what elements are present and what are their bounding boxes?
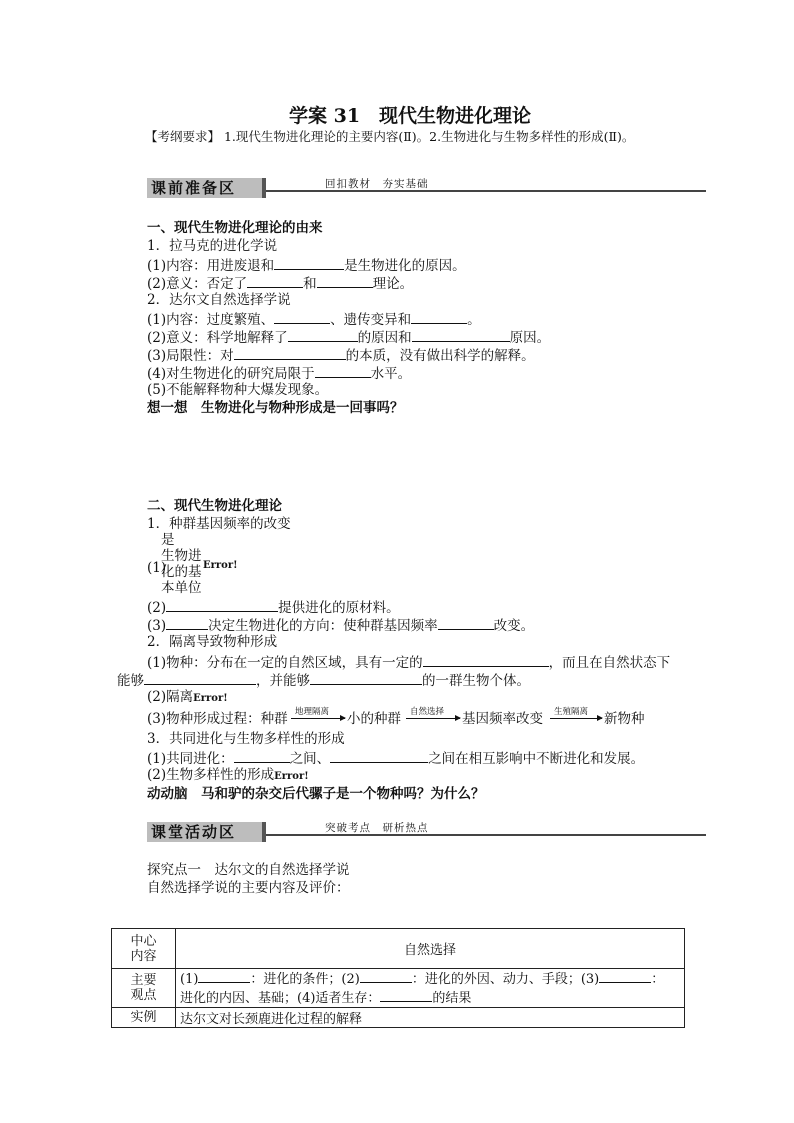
text-line: (1)内容：过度繁殖、 、遗传变异和 。: [147, 312, 481, 328]
brain-prompt: 动动脑 马和驴的杂交后代骡子是一个物种吗？为什么？: [147, 786, 485, 802]
error-marker: Error!: [193, 693, 228, 704]
table-row: [112, 929, 685, 969]
text-line: (2)生物多样性的形成Error!: [147, 767, 309, 783]
fill-blank[interactable]: [166, 598, 278, 612]
row-header: 主要观点: [112, 969, 176, 1008]
section-heading: 一、现代生物进化理论的由来: [147, 220, 323, 236]
page-title: 学案 31 现代生物进化理论: [289, 105, 532, 127]
fill-blank[interactable]: [274, 310, 330, 324]
stack-prefix: (1): [147, 560, 167, 576]
text-line: (4)对生物进化的研究局限于 水平。: [147, 366, 412, 382]
table-cell: (1) ：进化的条件；(2) ：进化的外因、动力、手段；(3) ： 进化的内因、基础；(4)适者生存： 的结果: [176, 969, 685, 1008]
process-arrow: [406, 718, 460, 719]
table-row: [112, 969, 685, 1008]
section-heading: 二、现代生物进化理论: [147, 498, 282, 514]
explore-intro: 自然选择学说的主要内容及评价：: [147, 880, 350, 896]
text-line: (1)共同进化： 之间、 之间在相互影响中不断进化和发展。: [147, 751, 645, 767]
explore-point: 探究点一 达尔文的自然选择学说: [147, 862, 350, 878]
error-marker: Error!: [274, 771, 309, 782]
fill-blank[interactable]: [423, 653, 549, 667]
fill-blank[interactable]: [380, 988, 432, 1002]
text-line: 能够 ，并能够 的一群生物个体。: [117, 673, 530, 689]
stack-line: 本单位: [161, 580, 202, 596]
text-line: (3)局限性：对 的本质，没有做出科学的解释。: [147, 348, 535, 364]
table-cell: 自然选择: [176, 929, 685, 969]
fill-blank[interactable]: [198, 969, 250, 983]
table-row: [112, 1008, 685, 1028]
banner-tag: 课前准备区: [147, 178, 266, 198]
fill-blank[interactable]: [599, 969, 651, 983]
text-line: 1．种群基因频率的改变: [147, 516, 291, 532]
arrow-label: 地理隔离: [295, 707, 330, 717]
fill-blank[interactable]: [438, 616, 494, 630]
think-prompt: 想一想 生物进化与物种形成是一回事吗？: [147, 400, 404, 416]
arrow-label: 自然选择: [410, 707, 445, 717]
fill-blank[interactable]: [411, 310, 467, 324]
process-text: 基因频率改变: [462, 711, 543, 727]
process-text: 小的种群: [347, 711, 401, 727]
row-header: 实例: [112, 1008, 176, 1028]
stack-line: 生物进: [161, 548, 202, 564]
text-line: 2．隔离导致物种形成: [147, 634, 278, 650]
fill-blank[interactable]: [234, 749, 290, 763]
text-line: (2) 提供进化的原材料。: [147, 600, 400, 616]
fill-blank[interactable]: [317, 274, 373, 288]
fill-blank[interactable]: [234, 346, 346, 360]
text-line: 2．达尔文自然选择学说: [147, 292, 291, 308]
stack-line: 化的基: [161, 564, 202, 580]
process-text: 新物种: [604, 711, 645, 727]
banner-subtitle: 回扣教材 夯实基础: [325, 178, 429, 190]
process-text: (3)物种形成过程：种群: [147, 711, 288, 727]
text-line: 3．共同进化与生物多样性的形成: [147, 731, 345, 747]
fill-blank[interactable]: [330, 749, 428, 763]
fill-blank[interactable]: [274, 256, 344, 270]
text-line: (1)物种：分布在一定的自然区域，具有一定的 ，而且在自然状态下: [147, 655, 671, 671]
fill-blank[interactable]: [310, 671, 422, 685]
banner-tag: 课堂活动区: [147, 822, 266, 842]
banner-subtitle: 突破考点 研析热点: [325, 822, 429, 834]
fill-blank[interactable]: [166, 616, 208, 630]
text-line: 1．拉马克的进化学说: [147, 238, 278, 254]
text-line: (5)不能解释物种大爆发现象。: [147, 382, 329, 398]
text-line: (2)意义：科学地解释了 的原因和 原因。: [147, 330, 551, 346]
selection-theory-table: [111, 928, 685, 1028]
process-arrow: [550, 718, 602, 719]
arrow-label: 生殖隔离: [554, 707, 589, 717]
exam-requirement: 【考纲要求】 1.现代生物进化理论的主要内容(Ⅱ)。2.生物进化与生物多样性的形成(Ⅱ)。: [145, 129, 635, 144]
row-header: 中心内容: [112, 929, 176, 969]
error-marker: Error!: [203, 560, 238, 571]
text-line: (2)隔离Error!: [147, 689, 228, 705]
stack-line: 是: [161, 532, 175, 548]
fill-blank[interactable]: [288, 328, 358, 342]
text-line: (2)意义：否定了 和 理论。: [147, 276, 414, 292]
fill-blank[interactable]: [315, 364, 371, 378]
fill-blank[interactable]: [360, 969, 412, 983]
fill-blank[interactable]: [247, 274, 303, 288]
text-line: (1)内容：用进废退和 是生物进化的原因。: [147, 258, 466, 274]
table-cell: 达尔文对长颈鹿进化过程的解释: [176, 1008, 685, 1028]
text-line: (3) 决定生物进化的方向：使种群基因频率 改变。: [147, 618, 535, 634]
process-arrow: [291, 718, 345, 719]
fill-blank[interactable]: [412, 328, 510, 342]
fill-blank[interactable]: [144, 671, 256, 685]
